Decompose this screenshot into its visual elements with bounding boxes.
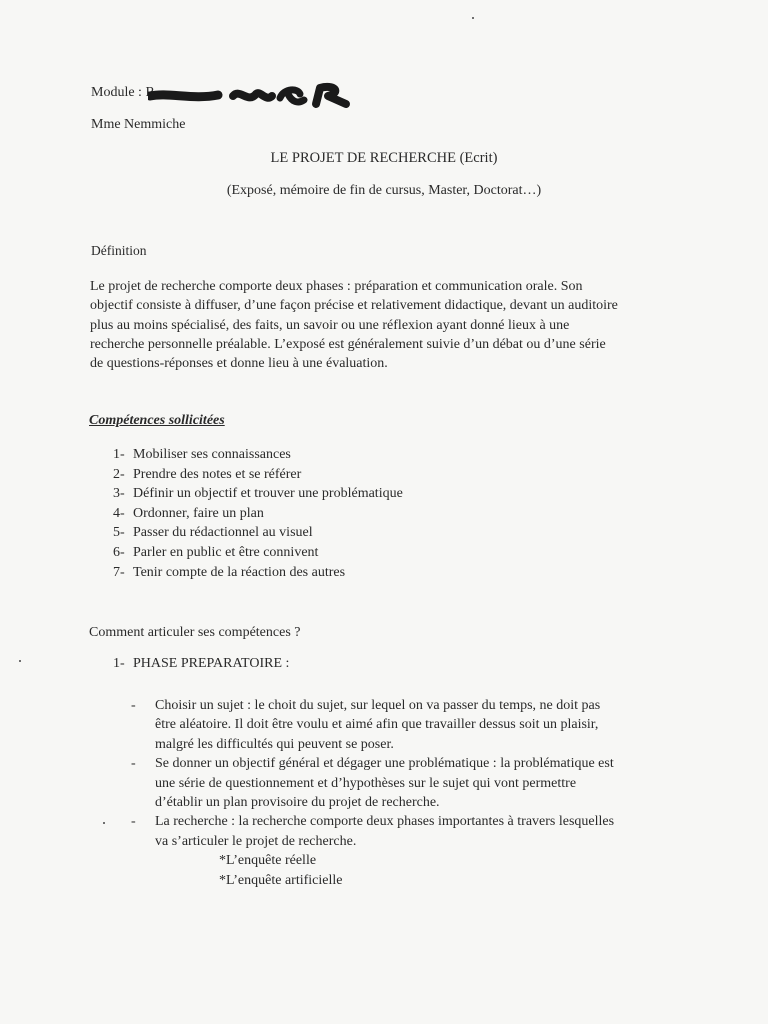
bullet-line: La recherche : la recherche comporte deux phases importantes à travers lesquelles — [155, 814, 615, 830]
list-item — [113, 465, 403, 485]
document-title: LE PROJET DE RECHERCHE (Ecrit) — [270, 150, 498, 166]
articulation-question: Comment articuler ses compétences ? — [89, 625, 301, 640]
definition-line: Le projet de recherche comporte deux phases : préparation et communication orale. Son — [90, 279, 583, 294]
item-text: Ordonner, faire un plan — [133, 505, 264, 521]
bullet-line: va s’articuler le projet de recherche. — [155, 833, 357, 849]
author-name: Mme Nemmiche — [91, 117, 186, 132]
list-item — [113, 484, 403, 504]
definition-line: de questions-réponses et donne lieu à une évaluation. — [90, 356, 388, 372]
bullet-line: une série de questionnement et d’hypothèses sur le sujet qui vont permettre — [155, 775, 577, 791]
phase-heading — [113, 656, 289, 672]
enquete-item: *L’enquête réelle — [219, 853, 317, 869]
definition-line: recherche personnelle préalable. L’exposé est généralement suivie d’un débat ou d’une série — [90, 336, 606, 352]
bullet-line: être aléatoire. Il doit être voulu et aimé afin que travailler dessus soit un plaisir, — [155, 717, 599, 733]
phase-bullets — [131, 696, 614, 890]
competences-heading: Compétences sollicitées — [89, 413, 225, 428]
list-item — [113, 445, 403, 465]
bullet-line: Choisir un sujet : le choit du sujet, sur lequel on va passer du temps, ne doit pas — [155, 698, 601, 713]
definition-paragraph — [90, 277, 618, 373]
bullet-dash: - — [131, 814, 136, 830]
bullet-item — [131, 754, 614, 812]
module-label: Module : R — [91, 85, 155, 100]
list-item — [113, 504, 403, 524]
document-subtitle: (Exposé, mémoire de fin de cursus, Master, Doctorat…) — [226, 183, 542, 198]
item-number: 2- — [113, 466, 125, 482]
definition-line: plus au moins spécialisé, des faits, un savoir ou une réflexion ayant donné lieux à une — [90, 317, 570, 333]
phase-title: PHASE PREPARATOIRE : — [133, 656, 290, 671]
item-number: 7- — [113, 564, 125, 580]
item-number: 3- — [113, 486, 125, 502]
scan-speck — [472, 17, 474, 19]
scan-speck — [19, 660, 21, 662]
item-text: Prendre des notes et se référer — [133, 466, 302, 482]
bullet-dash: - — [131, 756, 136, 772]
bullet-line: d’établir un plan provisoire du projet de recherche. — [155, 795, 440, 811]
item-text: Parler en public et être connivent — [133, 544, 319, 560]
definition-line: objectif consiste à diffuser, d’une façon précise et relativement didactique, devant un auditoire — [90, 298, 618, 314]
bullet-line: malgré les difficultés qui peuvent se poser. — [155, 736, 394, 752]
item-number: 1- — [113, 447, 125, 462]
enquete-item: *L’enquête artificielle — [219, 872, 343, 888]
phase-number: 1- — [113, 656, 125, 671]
item-number: 6- — [113, 544, 125, 560]
bullet-item — [131, 812, 614, 851]
item-text: Tenir compte de la réaction des autres — [133, 564, 346, 580]
competences-list — [113, 445, 403, 582]
item-text: Passer du rédactionnel au visuel — [133, 525, 313, 541]
bullet-dash: - — [131, 698, 136, 713]
item-text: Mobiliser ses connaissances — [133, 447, 291, 462]
definition-heading: Définition — [91, 243, 147, 258]
list-item — [113, 543, 403, 563]
item-number: 4- — [113, 505, 125, 521]
bullet-line: Se donner un objectif général et dégager une problématique : la problématique est — [155, 756, 614, 772]
list-item — [113, 523, 403, 543]
item-text: Définir un objectif et trouver une problématique — [133, 486, 403, 502]
item-number: 5- — [113, 525, 125, 541]
scan-speck — [103, 822, 105, 824]
list-item — [113, 563, 403, 583]
redaction-scribble — [148, 82, 358, 112]
bullet-item — [131, 696, 614, 754]
